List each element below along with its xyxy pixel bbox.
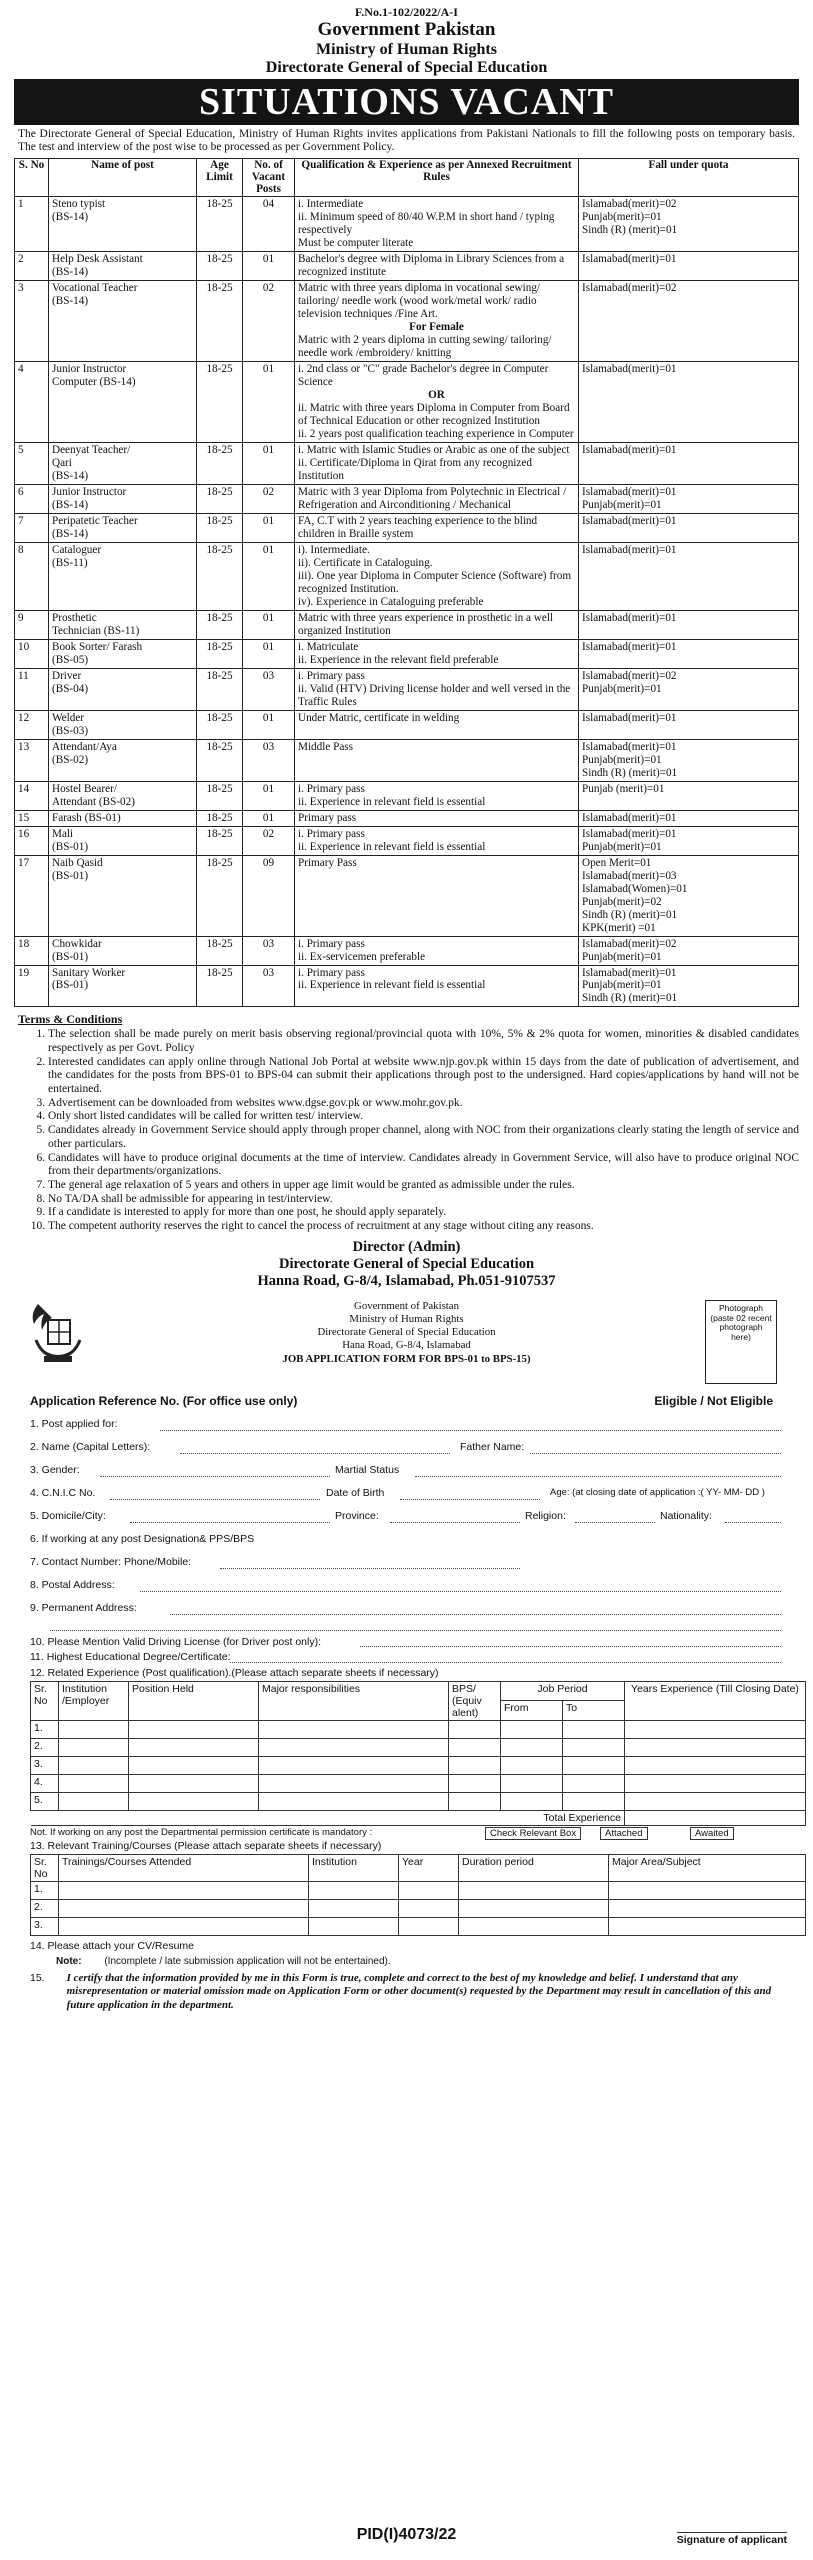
posts-table	[14, 158, 799, 1007]
cell-quota: Islamabad(merit)=01 Punjab(merit)=01 Sindh (R) (merit)=01	[579, 965, 799, 1007]
cell-post: Steno typist (BS-14)	[49, 197, 197, 252]
cell-age: 18-25	[197, 739, 243, 781]
cell-vacant: 01	[243, 810, 295, 826]
cell-post: Prosthetic Technician (BS-11)	[49, 610, 197, 639]
cell-vacant: 01	[243, 252, 295, 281]
form-header-text	[14, 1294, 799, 1366]
application-reference: Application Reference No. (For office use only)	[30, 1393, 298, 1408]
table-row	[15, 443, 799, 485]
header-qualification: Qualification & Experience as per Annexed Recruitment Rules	[295, 159, 579, 197]
cell-post: Junior Instructor Computer (BS-14)	[49, 362, 197, 443]
table-row	[15, 514, 799, 543]
cell-sno: 2	[15, 252, 49, 281]
ministry-title: Ministry of Human Rights	[316, 40, 497, 58]
cell-sno: 6	[15, 485, 49, 514]
form-title: JOB APPLICATION FORM FOR BPS-01 to BPS-15)	[282, 1352, 531, 1365]
cell-quota: Islamabad(merit)=01	[579, 443, 799, 485]
experience-row[interactable]: 1.	[31, 1720, 806, 1738]
cell-age: 18-25	[197, 252, 243, 281]
table-row	[15, 639, 799, 668]
cell-post: Sanitary Worker (BS-01)	[49, 965, 197, 1007]
cv-instruction: 14. Please attach your CV/Resume	[30, 1939, 195, 1952]
training-heading: 13. Relevant Training/Courses (Please attach separate sheets if necessary)	[30, 1839, 382, 1852]
cell-qualification: i. Primary pass ii. Experience in relevant field is essential	[295, 965, 579, 1007]
term-item: 6. Candidates will have to produce original documents at the time of interview. Candidates already in Government Service, will also have to produce original NOC from their departments/organizations.	[48, 1152, 799, 1179]
cell-vacant: 02	[243, 281, 295, 362]
cell-sno: 11	[15, 668, 49, 710]
table-row	[15, 710, 799, 739]
cell-vacant: 03	[243, 965, 295, 1007]
cell-post: Book Sorter/ Farash (BS-05)	[49, 639, 197, 668]
cell-age: 18-25	[197, 668, 243, 710]
cell-quota: Islamabad(merit)=02 Punjab(merit)=01	[579, 668, 799, 710]
cell-vacant: 02	[243, 826, 295, 855]
department-note: Not. If working on any post the Departmental permission certificate is mandatory : Check Relevant Box Attached Awaited	[30, 1826, 799, 1840]
cell-post: Deenyat Teacher/ Qari (BS-14)	[49, 443, 197, 485]
cell-qualification: i). Intermediate. ii). Certificate in Cataloguing. iii). One year Diploma in Computer Science (Software) from recognized Institution. iv). Experience in Cataloguing preferable	[295, 542, 579, 610]
term-item: 2. Interested candidates can apply online through National Job Portal at website www.njp.gov.pk within 15 days from the date of publication of advertisement, and the candidates for the posts from BPS-01 to BPS-04 can submit their applications through post to the undersigned. Hard copies/applications by hand will not be entertained.	[48, 1056, 799, 1097]
cell-quota: Islamabad(merit)=01	[579, 542, 799, 610]
certification-text: I certify that the information provided by me in this Form is true, complete and correct to the best of my knowledge and belief. I understand that any misrepresentation or material omission made on Application Form or other document(s) requested by the Department may result in cancellation of this and future application in the department.	[66, 1971, 772, 2011]
cell-age: 18-25	[197, 826, 243, 855]
field-postal-address[interactable]: 8. Postal Address:	[30, 1575, 781, 1598]
cell-post: Cataloguer (BS-11)	[49, 542, 197, 610]
cell-qualification: i. 2nd class or "C" grade Bachelor's degree in Computer Science OR ii. Matric with three years Diploma in Computer from Board of Technical Education or other recognized Institution ii. 2 years post qualification teaching experience in Computer	[295, 362, 579, 443]
field-name[interactable]: 2. Name (Capital Letters): Father Name:	[30, 1437, 781, 1460]
director-block	[14, 1239, 799, 1290]
attached-checkbox[interactable]: Attached	[600, 1827, 648, 1840]
experience-header: Sr. No Institution /Employer Position Held Major responsibilities BPS/ (Equiv alent) Job Period Years Experience (Till Closing Date)	[31, 1681, 806, 1701]
cell-post: Naib Qasid (BS-01)	[49, 855, 197, 936]
cell-age: 18-25	[197, 936, 243, 965]
footer	[0, 2526, 813, 2552]
field-cnic[interactable]: 4. C.N.I.C No. Date of Birth Age: (at closing date of application :( YY- MM- DD )	[30, 1486, 765, 1499]
experience-row[interactable]: 3.	[31, 1756, 806, 1774]
intro-text: The Directorate General of Special Education, Ministry of Human Rights invites applications from Pakistani Nationals to fill the following posts on temporary basis. The test and interview of the post wise to be processed as per Government Policy.	[18, 127, 795, 154]
cell-qualification: Middle Pass	[295, 739, 579, 781]
eligibility: Eligible / Not Eligible	[654, 1393, 773, 1408]
training-row[interactable]: 3.	[31, 1917, 806, 1935]
experience-table: Sr. No Institution /Employer Position Held Major responsibilities BPS/ (Equiv alent) Job Period Years Experience (Till Closing Date) From To 1. 2. 3. 4. 5. Total Experience	[30, 1681, 806, 1826]
header-age: Age Limit	[197, 159, 243, 197]
cell-vacant: 04	[243, 197, 295, 252]
cell-vacant: 09	[243, 855, 295, 936]
table-row	[15, 197, 799, 252]
application-form-header	[14, 1294, 799, 1422]
cell-post: Farash (BS-01)	[49, 810, 197, 826]
field-permanent-address[interactable]: 9. Permanent Address:	[30, 1598, 781, 1634]
terms-list	[14, 1028, 799, 1233]
cell-age: 18-25	[197, 542, 243, 610]
term-item: 3. Advertisement can be downloaded from websites www.dgse.gov.pk or www.mohr.gov.pk.	[48, 1097, 799, 1111]
field-working-post[interactable]: 6. If working at any post Designation& PPS/BPS	[30, 1532, 255, 1545]
table-row	[15, 610, 799, 639]
table-row	[15, 252, 799, 281]
awaited-checkbox[interactable]: Awaited	[690, 1827, 734, 1840]
cell-sno: 7	[15, 514, 49, 543]
cell-vacant: 01	[243, 639, 295, 668]
posts-table-body	[15, 197, 799, 1007]
table-row	[15, 810, 799, 826]
cell-vacant: 01	[243, 710, 295, 739]
cell-post: Mali (BS-01)	[49, 826, 197, 855]
cell-post: Vocational Teacher (BS-14)	[49, 281, 197, 362]
cell-age: 18-25	[197, 197, 243, 252]
cell-qualification: Matric with three years diploma in vocational sewing/ tailoring/ needle work (wood work/metal work/ radio television techniques /Fine Art. For Female Matric with 2 years diploma in cutting sewing/ tailoring/ needle work /embroidery/ knitting	[295, 281, 579, 362]
cell-qualification: i. Primary pass ii. Experience in relevant field is essential	[295, 826, 579, 855]
field-driving-license[interactable]: 10. Please Mention Valid Driving License (for Driver post only):	[30, 1634, 781, 1649]
cell-post: Help Desk Assistant (BS-14)	[49, 252, 197, 281]
table-row	[15, 739, 799, 781]
cell-sno: 9	[15, 610, 49, 639]
cell-vacant: 03	[243, 936, 295, 965]
cell-quota: Islamabad(merit)=01	[579, 514, 799, 543]
cell-sno: 16	[15, 826, 49, 855]
training-row[interactable]: 1.	[31, 1881, 806, 1899]
cell-sno: 15	[15, 810, 49, 826]
table-row	[15, 281, 799, 362]
cell-age: 18-25	[197, 639, 243, 668]
cell-qualification: i. Primary pass ii. Ex-servicemen preferable	[295, 936, 579, 965]
field-contact[interactable]: 7. Contact Number: Phone/Mobile:	[30, 1552, 781, 1575]
cell-age: 18-25	[197, 965, 243, 1007]
cell-quota: Islamabad(merit)=01	[579, 610, 799, 639]
term-item: 7. The general age relaxation of 5 years and others in upper age limit would be granted as admissible under the rules.	[48, 1179, 799, 1193]
form-address: Hana Road, G-8/4, Islamabad	[342, 1339, 471, 1352]
cell-quota: Open Merit=01 Islamabad(merit)=03 Islamabad(Women)=01 Punjab(merit)=02 Sindh (R) (merit)=01 KPK(merit) =01	[579, 855, 799, 936]
certification: 15. I certify that the information provided by me in this Form is true, complete and correct to the best of my knowledge and belief. I understand that any misrepresentation or material omission made on Application Form or other document(s) requested by the Department may result in cancellation of this and future application in the department.	[14, 1972, 799, 2012]
form-gov: Government of Pakistan	[354, 1299, 459, 1312]
table-row	[15, 485, 799, 514]
training-row[interactable]: 2.	[31, 1899, 806, 1917]
cell-quota: Islamabad(merit)=02 Punjab(merit)=01	[579, 936, 799, 965]
cell-sno: 18	[15, 936, 49, 965]
signature-line[interactable]: Signature of applicant	[676, 2534, 787, 2546]
cell-age: 18-25	[197, 610, 243, 639]
director-title: Director (Admin)	[352, 1238, 461, 1255]
header-post: Name of post	[49, 159, 197, 197]
cell-age: 18-25	[197, 485, 243, 514]
cell-quota: Islamabad(merit)=01 Punjab(merit)=01	[579, 485, 799, 514]
cell-vacant: 03	[243, 739, 295, 781]
cell-sno: 1	[15, 197, 49, 252]
cell-sno: 3	[15, 281, 49, 362]
photograph-box: Photograph (paste 02 recent photograph here)	[705, 1300, 777, 1384]
experience-row[interactable]: 4.	[31, 1774, 806, 1792]
cell-sno: 17	[15, 855, 49, 936]
cell-vacant: 01	[243, 542, 295, 610]
situations-vacant-banner: SITUATIONS VACANT	[14, 79, 799, 125]
cell-age: 18-25	[197, 781, 243, 810]
government-title: Government Pakistan	[317, 19, 496, 41]
cell-qualification: Matric with three years experience in prosthetic in a well organized Institution	[295, 610, 579, 639]
training-header: Sr. No Trainings/Courses Attended Institution Year Duration period Major Area/Subject	[31, 1854, 806, 1881]
cell-post: Hostel Bearer/ Attendant (BS-02)	[49, 781, 197, 810]
cell-qualification: i. Matriculate ii. Experience in the relevant field preferable	[295, 639, 579, 668]
total-experience-row: Total Experience	[31, 1810, 806, 1825]
cell-qualification: i. Matric with Islamic Studies or Arabic as one of the subject ii. Certificate/Diploma in Qirat from any recognized Institution	[295, 443, 579, 485]
term-item: 8. No TA/DA shall be admissible for appearing in test/interview.	[48, 1193, 799, 1207]
cell-vacant: 01	[243, 443, 295, 485]
table-row	[15, 936, 799, 965]
cell-sno: 12	[15, 710, 49, 739]
header-vacant: No. of Vacant Posts	[243, 159, 295, 197]
cell-quota: Islamabad(merit)=01	[579, 710, 799, 739]
total-experience-value[interactable]	[625, 1810, 806, 1825]
form-ministry: Ministry of Human Rights	[349, 1313, 464, 1326]
header	[14, 0, 799, 77]
cell-age: 18-25	[197, 855, 243, 936]
field-domicile[interactable]: 5. Domicile/City: Province: Religion: Nationality:	[30, 1506, 781, 1529]
cell-quota: Islamabad(merit)=02	[579, 281, 799, 362]
directorate-title: Directorate General of Special Education	[265, 58, 548, 76]
director-address: Hanna Road, G-8/4, Islamabad, Ph.051-9107537	[257, 1272, 556, 1289]
table-row	[15, 542, 799, 610]
cell-post: Chowkidar (BS-01)	[49, 936, 197, 965]
training-body	[31, 1881, 806, 1935]
term-item: 10. The competent authority reserves the right to cancel the process of recruitment at any stage without citing any reasons.	[48, 1220, 799, 1234]
cell-sno: 19	[15, 965, 49, 1007]
cell-age: 18-25	[197, 810, 243, 826]
cell-post: Attendant/Aya (BS-02)	[49, 739, 197, 781]
cell-post: Welder (BS-03)	[49, 710, 197, 739]
cell-qualification: i. Primary pass ii. Experience in relevant field is essential	[295, 781, 579, 810]
cell-sno: 4	[15, 362, 49, 443]
cell-vacant: 03	[243, 668, 295, 710]
cell-post: Junior Instructor (BS-14)	[49, 485, 197, 514]
experience-body	[31, 1720, 806, 1825]
table-row	[15, 826, 799, 855]
cell-age: 18-25	[197, 281, 243, 362]
cell-qualification: Under Matric, certificate in welding	[295, 710, 579, 739]
cell-sno: 5	[15, 443, 49, 485]
table-row	[15, 965, 799, 1007]
training-table	[30, 1854, 806, 1936]
cell-post: Peripatetic Teacher (BS-14)	[49, 514, 197, 543]
cell-age: 18-25	[197, 443, 243, 485]
cell-quota: Islamabad(merit)=01	[579, 810, 799, 826]
cell-post: Driver (BS-04)	[49, 668, 197, 710]
cell-qualification: Bachelor's degree with Diploma in Library Sciences from a recognized institute	[295, 252, 579, 281]
header-sno: S. No	[15, 159, 49, 197]
field-gender[interactable]: 3. Gender: Martial Status	[30, 1460, 781, 1483]
cell-quota: Islamabad(merit)=01	[579, 362, 799, 443]
term-item: 9. If a candidate is interested to apply for more than one post, he should apply separately.	[48, 1206, 799, 1220]
cell-sno: 13	[15, 739, 49, 781]
table-row	[15, 668, 799, 710]
cell-qualification: i. Primary pass ii. Valid (HTV) Driving license holder and well versed in the Traffic Rules	[295, 668, 579, 710]
form-directorate: Directorate General of Special Education	[317, 1326, 496, 1339]
applicant-fields	[14, 1414, 799, 1681]
cell-qualification: FA, C.T with 2 years teaching experience to the blind children in Braille system	[295, 514, 579, 543]
table-row	[15, 855, 799, 936]
director-org: Directorate General of Special Education	[278, 1255, 535, 1272]
cell-qualification: Primary pass	[295, 810, 579, 826]
cell-sno: 14	[15, 781, 49, 810]
cell-age: 18-25	[197, 710, 243, 739]
cell-vacant: 02	[243, 485, 295, 514]
experience-row[interactable]: 5.	[31, 1792, 806, 1810]
field-post-applied[interactable]: 1. Post applied for:	[30, 1414, 781, 1437]
cell-quota: Punjab (merit)=01	[579, 781, 799, 810]
late-note: Note: (Incomplete / late submission application will not be entertained).	[56, 1955, 391, 1967]
government-emblem-icon	[28, 1300, 88, 1364]
cell-quota: Islamabad(merit)=01	[579, 252, 799, 281]
cell-age: 18-25	[197, 514, 243, 543]
cell-vacant: 01	[243, 781, 295, 810]
table-row	[15, 781, 799, 810]
term-item: 4. Only short listed candidates will be called for written test/ interview.	[48, 1110, 799, 1124]
table-row	[15, 362, 799, 443]
cell-quota: Islamabad(merit)=02 Punjab(merit)=01 Sindh (R) (merit)=01	[579, 197, 799, 252]
cell-quota: Islamabad(merit)=01 Punjab(merit)=01 Sindh (R) (merit)=01	[579, 739, 799, 781]
cell-vacant: 01	[243, 610, 295, 639]
experience-heading: 12. Related Experience (Post qualification).(Please attach separate sheets if necessary)	[30, 1666, 439, 1679]
terms-heading: Terms & Conditions	[18, 1012, 123, 1027]
term-item: 1. The selection shall be made purely on merit basis observing regional/provincial quota with 10%, 5% & 2% quota for women, minorities & disabled candidates respectively as per Govt. Policy	[48, 1028, 799, 1055]
cell-vacant: 01	[243, 362, 295, 443]
cell-vacant: 01	[243, 514, 295, 543]
cell-qualification: Matric with 3 year Diploma from Polytechnic in Electrical / Refrigeration and Airconditioning / Mechanical	[295, 485, 579, 514]
cell-age: 18-25	[197, 362, 243, 443]
header-quota: Fall under quota	[579, 159, 799, 197]
cell-qualification: i. Intermediate ii. Minimum speed of 80/40 W.P.M in short hand / typing respectively Must be computer literate	[295, 197, 579, 252]
term-item: 5. Candidates already in Government Service should apply through proper channel, along with NOC from their organizations clearly stating the length of service and other particulars.	[48, 1124, 799, 1151]
cell-quota: Islamabad(merit)=01	[579, 639, 799, 668]
file-number: F.No.1-102/2022/A-I	[355, 5, 458, 19]
cell-sno: 8	[15, 542, 49, 610]
pid-number: PID(I)4073/22	[356, 2526, 457, 2543]
field-education[interactable]: 11. Highest Educational Degree/Certificate:	[30, 1649, 781, 1665]
cell-quota: Islamabad(merit)=01 Punjab(merit)=01	[579, 826, 799, 855]
cell-sno: 10	[15, 639, 49, 668]
experience-row[interactable]: 2.	[31, 1738, 806, 1756]
posts-table-header	[15, 159, 799, 197]
cell-qualification: Primary Pass	[295, 855, 579, 936]
